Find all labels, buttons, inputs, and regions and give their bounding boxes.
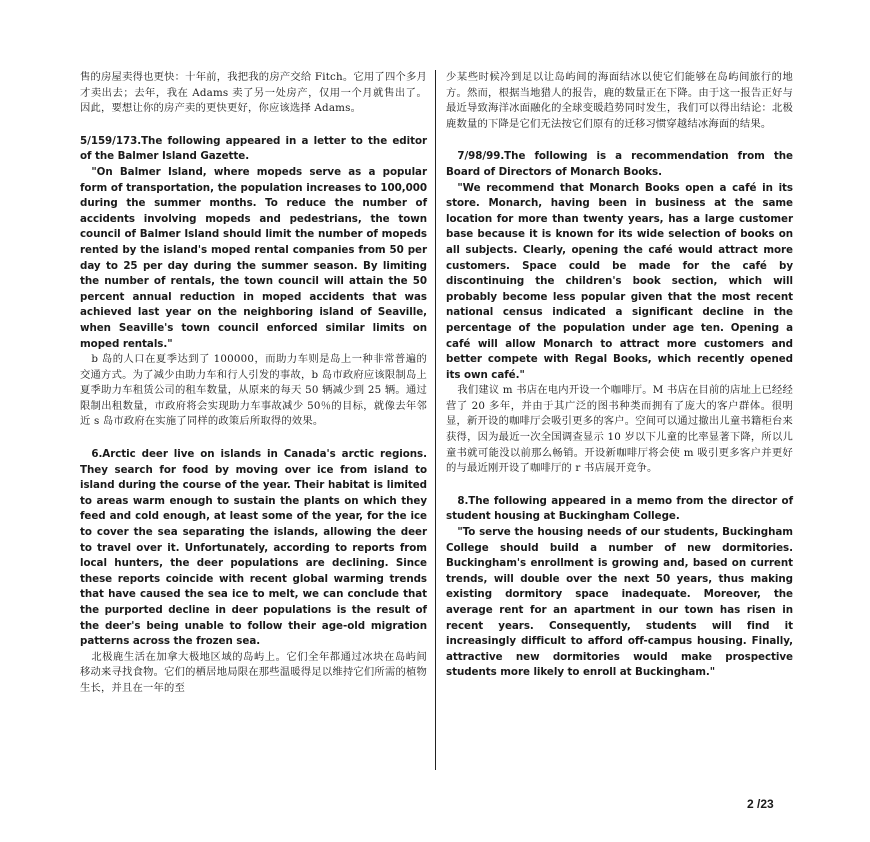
- question-7-translation: 我们建议 m 书店在电内开设一个咖啡厅。M 书店在目前的店址上已经经营了 20 多年，并由于其广泛的图书种类而拥有了庞大的客户群体。很明显，新开设的咖啡厅会吸引更多的客户。空间可以通过撤出儿童书籍柜台来获得，因为最近一次全国调查显示 10 岁以下儿童的比率显著下降，所以儿童书就可能没以前那么畅销。开设新咖啡厅将会使 m 吸引更多客户并更好的与最近刚开设了咖啡厅的 r 书店展开竞争。: [446, 384, 793, 475]
- page-number: 2 /23: [747, 797, 774, 811]
- right-column: [446, 70, 793, 681]
- column-divider: [435, 70, 436, 770]
- question-8-quote: "To serve the housing needs of our students, Buckingham College should build a number of new dormitories. Buckingham's enrollment is growing and, based on current trends, will double over the next 50 years, thus making existing dormitory space inadequate. Moreover, the average rent for an apartment in our town has risen in recent years. Consequently, students will find it increasingly difficult to afford off-campus housing. Finally, attractive new dormitories would make prospective students more likely to enroll at Buckingham.": [446, 526, 793, 679]
- continuation-text-cn: 售的房屋卖得也更快：十年前，我把我的房产交给 Fitch。它用了四个多月才卖出去；去年，我在 Adams 卖了另一处房产，仅用一个月就售出了。因此，要想让你的房产卖的更快更好，你应该选择 Adams。: [80, 71, 427, 115]
- question-5-translation: b 岛的人口在夏季达到了 100000，而助力车则是岛上一种非常普遍的交通方式。为了减少由助力车和行人引发的事故，b 岛市政府应该限制岛上夏季助力车租赁公司的租车数量，从原来的每天 50 辆减少到 25 辆。通过限制出租数量，市政府将会实现助力车事故减少 50％的目标，就像去年邻近 s 岛市政府在实施了同样的政策后所取得的效果。: [80, 353, 427, 428]
- question-6-translation: 北极鹿生活在加拿大极地区域的岛屿上。它们全年都通过冰块在岛屿间移动来寻找食物。它们的栖居地局限在那些温暖得足以维持它们所需的植物生长，并且在一年的至: [80, 650, 427, 694]
- question-6-heading: 6.Arctic deer live on islands in Canada's arctic regions. They search for food by moving over ice from island to island during the course of the year. Their habitat is limited to areas warm enough to sustain the plants on which they feed and cold enough, at least some of the year, for the ice to cover the sea separating the islands, allowing the deer to travel over it. Unfortunately, according to reports from local hunters, the deer populations are declining. Since these reports coincide with recent global warming trends that have caused the sea ice to melt, we can conclude that the purported decline in deer populations is the result of the deer's being unable to follow their age-old migration patterns across the frozen sea.: [80, 448, 427, 648]
- question-5-quote: "On Balmer Island, where mopeds serve as a popular form of transportation, the population increases to 100,000 during the summer months. To reduce the number of accidents involving mopeds and pedestrians, the town council of Balmer Island should limit the number of mopeds rented by the island's moped rental companies from 50 per day to 25 per day during the summer season. By limiting the number of rentals, the town council will attain the 50 percent annual reduction in moped accidents that was achieved last year on the neighboring island of Seaville, when Seaville's town council enforced similar limits on moped rentals.": [80, 165, 427, 350]
- question-7-heading: 7/98/99.The following is a recommendation from the Board of Directors of Monarch Books.: [446, 150, 793, 178]
- question-7-quote: "We recommend that Monarch Books open a café in its store. Monarch, having been in business at the same location for more than twenty years, has a large customer base because it is known for its wide selection of books on all subjects. Clearly, opening the café would attract more customers. Space could be made for the café by discontinuing the children's book section, which will probably become less popular given that the most recent national census indicated a significant decline in the percentage of the population under age ten. Opening a café will allow Monarch to attract more customers and better compete with Regal Books, which recently opened its own café.": [446, 181, 793, 381]
- continuation-text-cn-right: 少某些时候冷到足以让岛屿间的海面结冰以使它们能够在岛屿间旅行的地方。然而，根据当地猎人的报告，鹿的数量正在下降。由于这一报告正好与最近导致海洋冰面融化的全球变暖趋势同时发生，我们可以得出结论：北极鹿数量的下降是它们无法按它们原有的迁移习惯穿越结冰海面的结果。: [446, 71, 793, 130]
- question-5-heading: 5/159/173.The following appeared in a letter to the editor of the Balmer Island Gazette.: [80, 134, 427, 163]
- left-column: [80, 70, 427, 697]
- question-8-heading: 8.The following appeared in a memo from the director of student housing at Buckingham College.: [446, 494, 793, 523]
